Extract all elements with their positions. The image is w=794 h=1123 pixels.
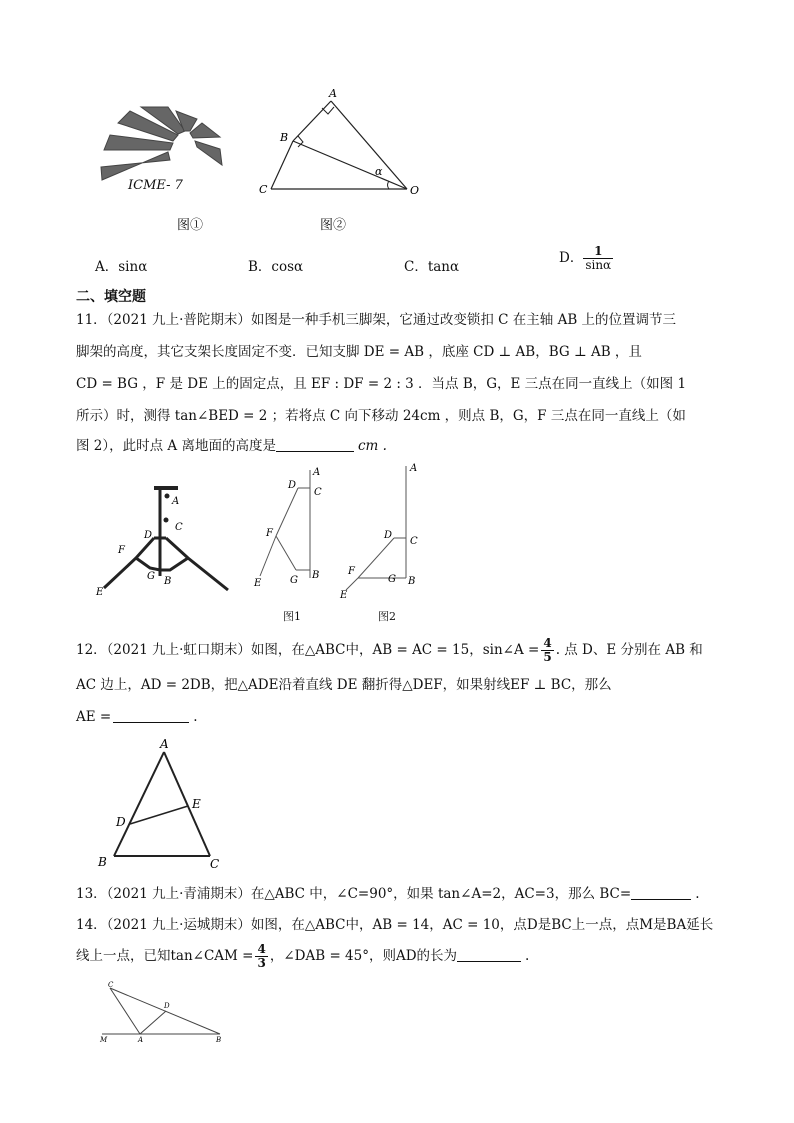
fig1-label-D: D bbox=[288, 480, 297, 491]
option-d[interactable] bbox=[559, 245, 613, 272]
q12-line-3-post: . bbox=[193, 709, 198, 725]
q12-label-A: A bbox=[160, 738, 169, 751]
q11-line-3: CD = BG ，F 是 DE 上的固定点，且 EF : DF = 2 : 3 ．当点 B，G，E 三点在同一直线上（如图 1 bbox=[76, 376, 687, 392]
fig2-label-A: A bbox=[410, 463, 418, 474]
figure-q14-triangle bbox=[96, 978, 232, 1046]
fig2-label-C: C bbox=[410, 536, 418, 547]
figure-q11-fig1 bbox=[250, 464, 330, 594]
q13-answer-blank[interactable] bbox=[631, 885, 691, 900]
point-B-label: B bbox=[280, 131, 289, 144]
q12-line-3 bbox=[76, 706, 736, 728]
q13-line bbox=[76, 883, 736, 905]
point-C-label: C bbox=[259, 183, 268, 196]
q11-line-5-text: 图 2），此时点 A 离地面的高度是 bbox=[76, 438, 276, 454]
fig1-label-G: G bbox=[290, 575, 298, 586]
option-d-prefix: D． bbox=[559, 250, 584, 266]
fig2-label-F: F bbox=[348, 566, 355, 577]
fig2-label-D: D bbox=[384, 530, 393, 541]
fig2-caption: 图② bbox=[320, 218, 347, 233]
tripod-label-D: D bbox=[144, 530, 153, 541]
q11-line-4: 所示）时，测得 tan∠BED = 2 ；若将点 C 向下移动 24cm ，则点 B，G，F 三点在同一直线上（如 bbox=[76, 408, 686, 424]
fig2-label-G: G bbox=[388, 574, 396, 585]
tripod-label-G: G bbox=[147, 571, 155, 582]
q12-frac-num: 4 bbox=[543, 636, 552, 650]
q14-frac-den: 3 bbox=[257, 956, 266, 970]
fig2-label-E: E bbox=[340, 590, 348, 600]
q14-fraction bbox=[255, 943, 267, 970]
figure-tripod bbox=[92, 480, 240, 600]
q12-line-1 bbox=[76, 636, 736, 664]
section-title: 二、填空题 bbox=[76, 289, 146, 305]
fig1-label-F: F bbox=[266, 528, 273, 539]
q13-end: . bbox=[695, 886, 700, 902]
figure-q11-fig2 bbox=[338, 460, 428, 600]
q11-line-5 bbox=[76, 435, 736, 457]
option-a[interactable]: A．sinα bbox=[95, 259, 148, 275]
q14-label-A: A bbox=[138, 1036, 144, 1044]
q14-line-2-end: . bbox=[525, 948, 530, 964]
q12-fraction bbox=[541, 637, 553, 664]
option-c[interactable]: C．tanα bbox=[404, 259, 460, 275]
q12-frac-den: 5 bbox=[543, 650, 552, 664]
q14-line-2-pre: 线上一点，已知tan∠CAM = bbox=[76, 948, 254, 964]
q13-text: 13．（2021 九上·青浦期末）在△ABC 中，∠C=90°，如果 tan∠A=2，AC=3，那么 BC= bbox=[76, 886, 632, 902]
q11-fig1-caption: 图1 bbox=[283, 610, 301, 623]
option-d-fraction bbox=[583, 245, 613, 272]
q12-line-3-pre: AE = bbox=[76, 709, 112, 725]
tripod-label-F: F bbox=[118, 545, 125, 556]
fig1-caption: 图① bbox=[177, 218, 204, 233]
option-b[interactable]: B．cosα bbox=[248, 259, 304, 275]
tripod-label-E: E bbox=[96, 587, 104, 598]
q12-label-E: E bbox=[192, 797, 201, 811]
q12-line-1-pre: 12．（2021 九上·虹口期末）如图，在△ABC中，AB = AC = 15，sin∠A = bbox=[76, 642, 540, 658]
point-O-label: O bbox=[410, 184, 420, 197]
q14-line-1: 14．（2021 九上·运城期末）如图，在△ABC中，AB = 14，AC = 10，点D是BC上一点，点M是BA延长 bbox=[76, 917, 714, 933]
q14-answer-blank[interactable] bbox=[457, 947, 521, 962]
q12-answer-blank[interactable] bbox=[113, 708, 189, 723]
q11-line-1: 11．（2021 九上·普陀期末）如图是一种手机三脚架，它通过改变锁扣 C 在主轴 AB 上的位置调节三 bbox=[76, 312, 677, 328]
q12-label-C: C bbox=[210, 857, 220, 870]
q14-label-M: M bbox=[100, 1036, 108, 1044]
option-d-num: 1 bbox=[583, 245, 613, 259]
q11-fig2-caption: 图2 bbox=[378, 610, 396, 623]
option-d-den: sinα bbox=[585, 258, 612, 272]
icme-label: ICME- 7 bbox=[128, 178, 183, 193]
q12-line-2: AC 边上，AD = 2DB，把△ADE沿着直线 DE 翻折得△DEF，如果射线EF ⊥ BC，那么 bbox=[76, 677, 612, 693]
fig1-label-E: E bbox=[254, 578, 262, 589]
fig2-label-B: B bbox=[408, 576, 416, 587]
q14-label-D: D bbox=[164, 1002, 170, 1010]
figure-q12-triangle bbox=[92, 738, 232, 870]
q12-line-1-post: . 点 D、E 分别在 AB 和 bbox=[555, 642, 703, 658]
tripod-label-C: C bbox=[175, 522, 183, 533]
point-A-label: A bbox=[329, 87, 337, 100]
q14-line-2 bbox=[76, 942, 736, 970]
fig1-label-C: C bbox=[314, 487, 322, 498]
q14-label-B: B bbox=[216, 1036, 222, 1044]
q12-label-D: D bbox=[116, 815, 126, 829]
figure-right-triangles bbox=[255, 85, 425, 200]
q14-label-C: C bbox=[108, 981, 114, 989]
q11-line-2: 脚架的高度，其它支架长度固定不变．已知支脚 DE = AB ，底座 CD ⊥ AB，BG ⊥ AB ，且 bbox=[76, 344, 642, 360]
q11-answer-blank[interactable] bbox=[276, 437, 354, 452]
q11-unit: cm . bbox=[357, 438, 387, 454]
q12-label-B: B bbox=[98, 855, 107, 869]
q14-line-2-post: ，∠DAB = 45°，则AD的长为 bbox=[269, 948, 458, 964]
fig1-label-B: B bbox=[312, 570, 320, 581]
alpha-label: α bbox=[375, 165, 383, 178]
q14-frac-num: 4 bbox=[257, 942, 266, 956]
tripod-label-A: A bbox=[172, 496, 180, 507]
fig1-label-A: A bbox=[313, 467, 321, 478]
tripod-label-B: B bbox=[164, 576, 172, 587]
